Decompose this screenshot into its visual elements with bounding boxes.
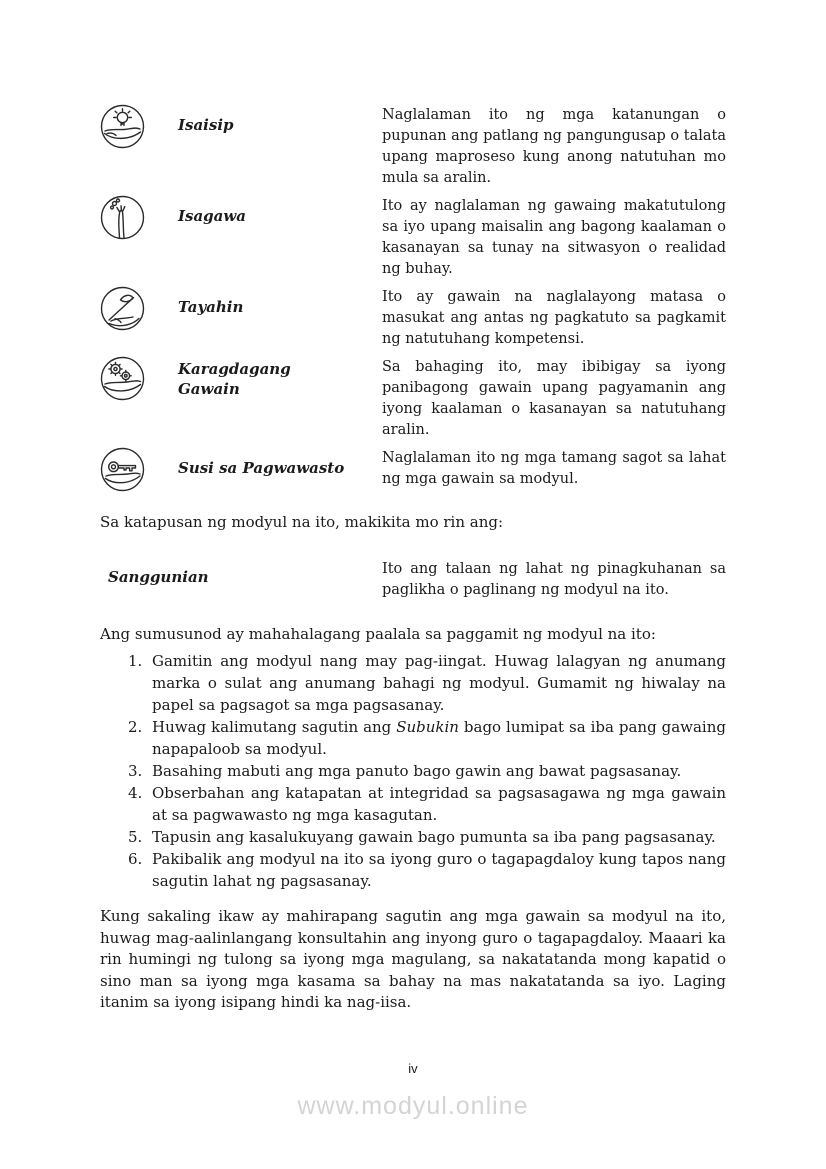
quill-hand-icon — [100, 286, 178, 331]
legend-row-susi-sa-pagwawasto — [100, 447, 726, 492]
list-item-text: Basahing mabuti ang mga panuto bago gawin ang bawat pagsasanay. — [152, 762, 682, 780]
legend-label-susi-sa-pagwawasto: Susi sa Pagwawasto — [178, 459, 345, 477]
legend-row-tayahin — [100, 286, 726, 350]
list-item-number: 3. — [128, 762, 143, 780]
list-item-number: 2. — [128, 718, 143, 736]
watermark-text: www.modyul.online — [297, 1091, 529, 1120]
italic-term-subukin: Subukin — [396, 718, 459, 736]
reminders-list — [100, 650, 726, 892]
reminders-intro: Ang sumusunod ay mahahalagang paalala sa paggamit ng modyul na ito: — [100, 625, 656, 643]
gears-hand-icon — [100, 356, 178, 401]
key-hand-icon — [100, 447, 178, 492]
list-item — [100, 760, 726, 782]
legend-desc-isaisip: Naglalaman ito ng mga katanungan o pupunan ang patlang ng pangungusap o talata upang maproseso kung anong natutuhan mo mula sa aralin. — [382, 107, 726, 186]
hand-reaching-icon — [100, 195, 178, 240]
katapusan-intro: Sa katapusan ng modyul na ito, makikita mo rin ang: — [100, 513, 504, 531]
list-item — [100, 716, 726, 760]
list-item-text: Tapusin ang kasalukuyang gawain bago pumunta sa iba pang pagsasanay. — [152, 828, 716, 846]
legend-row-isaisip — [100, 104, 726, 189]
list-item-text: Pakibalik ang modyul na ito sa iyong guro o tagapagdaloy kung tapos nang sagutin lahat ng pagsasanay. — [152, 850, 726, 890]
sanggunian-row — [100, 559, 726, 601]
list-item-number: 6. — [128, 850, 143, 868]
sanggunian-label: Sanggunian — [108, 568, 209, 586]
list-item-text: Gamitin ang modyul nang may pag-iingat. Huwag lalagyan ng anumang marka o sulat ang anumang bahagi ng modyul. Gumamit ng hiwalay na papel sa pagsagot sa mga pagsasanay. — [152, 652, 726, 714]
closing-paragraph: Kung sakaling ikaw ay mahirapang sagutin ang mga gawain sa modyul na ito, huwag mag-aalinlangang konsultahin ang inyong guro o tagapagdaloy. Maaari ka rin humingi ng tulong sa iyong mga magulang, sa nakatatanda mong kapatid o sino man sa iyong mga kasama sa bahay na mas nakatatanda sa iyo. Laging itanim sa iyong isipang hindi ka nag-iisa. — [100, 907, 726, 1011]
legend-desc-karagdagang-gawain: Sa bahaging ito, may ibibigay sa iyong panibagong gawain upang pagyamanin ang iyong kaalaman o kasanayan sa natutuhang aralin. — [382, 359, 726, 438]
legend-label-isaisip: Isaisip — [178, 116, 234, 134]
legend-label-isagawa: Isagawa — [178, 207, 247, 225]
lightbulb-hand-icon — [100, 104, 178, 149]
list-item-text: Obserbahan ang katapatan at integridad sa pagsasagawa ng mga gawain at sa pagwawasto ng mga kasagutan. — [152, 784, 726, 824]
list-item-number: 4. — [128, 784, 143, 802]
legend-row-karagdagang-gawain — [100, 356, 726, 441]
page-number: iv — [408, 1060, 418, 1076]
list-item — [100, 848, 726, 892]
legend-desc-isagawa: Ito ay naglalaman ng gawaing makatutulong sa iyo upang maisalin ang bagong kaalaman o kasanayan sa tunay na sitwasyon o realidad ng buhay. — [382, 198, 726, 277]
legend-label-karagdagang-gawain: Karagdagang Gawain — [178, 360, 291, 398]
list-item-number: 5. — [128, 828, 143, 846]
sanggunian-description: Ito ang talaan ng lahat ng pinagkuhanan sa paglikha o paglinang ng modyul na ito. — [382, 561, 726, 598]
list-item — [100, 650, 726, 716]
legend-label-tayahin: Tayahin — [178, 298, 244, 316]
list-item — [100, 826, 726, 848]
legend-row-isagawa — [100, 195, 726, 280]
list-item-text: Huwag kalimutang sagutin ang Subukin bago lumipat sa iba pang gawaing napapaloob sa modyul. — [152, 718, 726, 758]
legend-desc-tayahin: Ito ay gawain na naglalayong matasa o masukat ang antas ng pagkatuto sa pagkamit ng natutuhang kompetensi. — [382, 289, 726, 347]
list-item — [100, 782, 726, 826]
list-item-number: 1. — [128, 652, 143, 670]
legend-desc-susi-sa-pagwawasto: Naglalaman ito ng mga tamang sagot sa lahat ng mga gawain sa modyul. — [382, 450, 726, 487]
